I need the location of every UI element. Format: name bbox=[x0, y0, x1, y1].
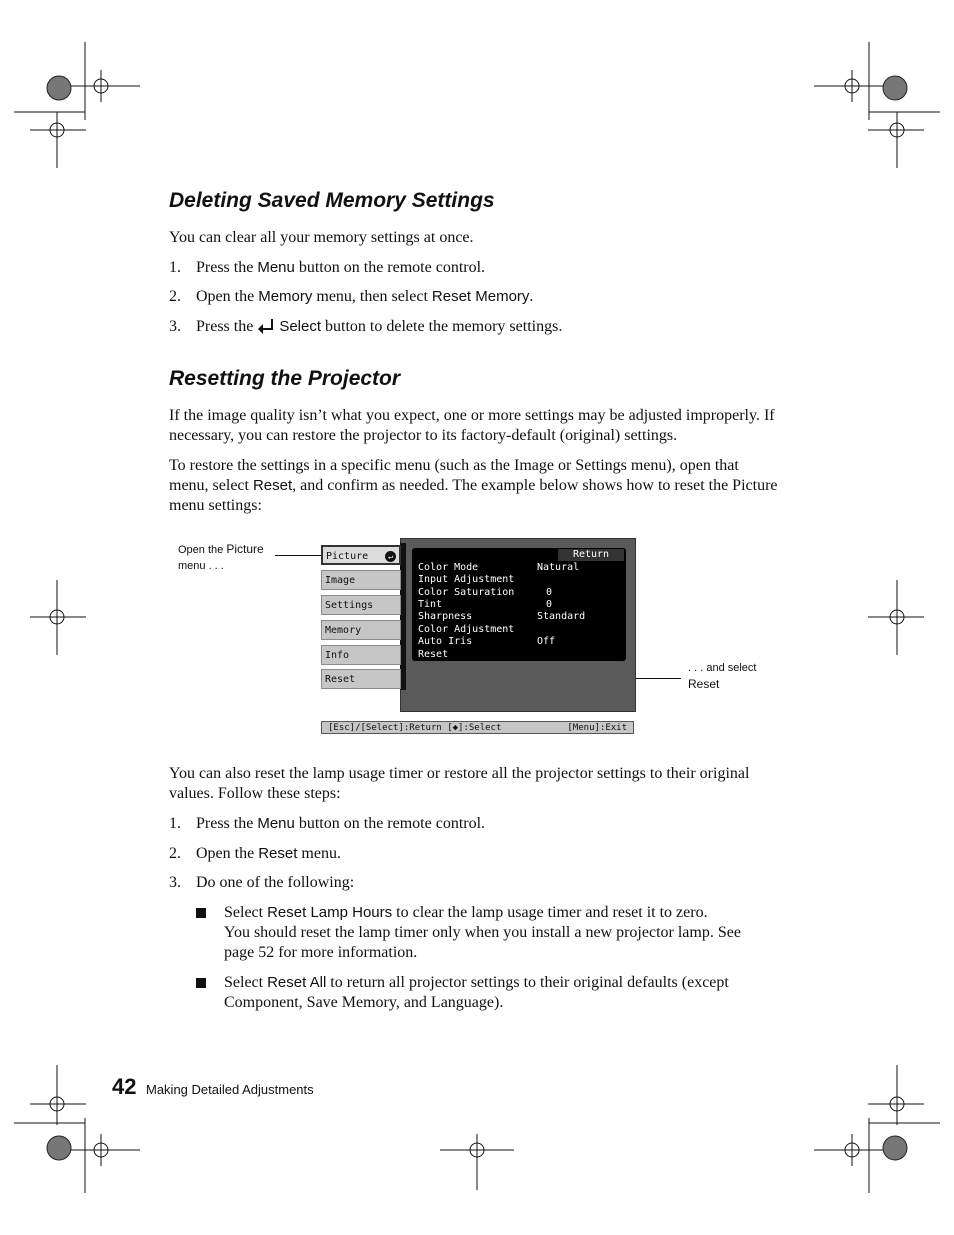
section2-para1: If the image quality isn’t what you expect, one or more settings may be adjusted improperly. If necessary, you can restore the projector to its factory-default (original) settings. bbox=[169, 407, 775, 444]
reset-step-2: 2. Open the Reset menu. bbox=[169, 845, 341, 862]
menu-divider bbox=[400, 543, 406, 690]
reset-step-3: 3. Do one of the following: bbox=[169, 874, 355, 891]
section2-para2: To restore the settings in a specific menu (such as the Image or Settings menu), open that menu, select Reset, and confirm as needed. The example below shows how to reset the Picture menu settings: bbox=[169, 457, 778, 514]
menu-value-color-saturation: 0 bbox=[546, 587, 553, 598]
menu-value-auto-iris: Off bbox=[537, 636, 556, 647]
enter-icon bbox=[257, 318, 275, 334]
running-footer-title: Making Detailed Adjustments bbox=[146, 1082, 314, 1097]
menu-row-reset[interactable]: Reset bbox=[418, 649, 449, 660]
enter-icon: ↵ bbox=[385, 551, 396, 562]
menu-row-input-adjustment[interactable]: Input Adjustment bbox=[418, 574, 515, 585]
step-3: 3. Press the Select button to delete the memory settings. bbox=[169, 318, 563, 335]
menu-row-color-saturation[interactable]: Color Saturation bbox=[418, 587, 515, 598]
menu-return-button[interactable]: Return bbox=[558, 549, 624, 561]
menu-item-reset[interactable]: Reset bbox=[321, 669, 401, 689]
menu-value-sharpness: Standard bbox=[537, 611, 586, 622]
step-1: 1. Press the Menu button on the remote control. bbox=[169, 259, 486, 276]
reset-step-1: 1. Press the Menu button on the remote control. bbox=[169, 815, 486, 832]
status-bar-right: [Menu]:Exit bbox=[567, 723, 627, 733]
section1-intro: You can clear all your memory settings at once. bbox=[169, 229, 474, 246]
step-2: 2. Open the Memory menu, then select Reset Memory. bbox=[169, 288, 534, 305]
menu-row-color-adjustment[interactable]: Color Adjustment bbox=[418, 624, 515, 635]
callout-line-left bbox=[275, 555, 321, 556]
bullet-square-icon bbox=[196, 978, 206, 988]
menu-value-tint: 0 bbox=[546, 599, 553, 610]
section-heading-deleting: Deleting Saved Memory Settings bbox=[169, 189, 495, 212]
bullet-reset-all: Select Reset All to return all projector settings to their original defaults (except Component, Save Memory, and Language). bbox=[196, 973, 766, 1013]
menu-row-color-mode[interactable]: Color Mode bbox=[418, 562, 479, 573]
menu-item-settings[interactable]: Settings bbox=[321, 595, 401, 615]
bullet-square-icon bbox=[196, 908, 206, 918]
status-bar-left: [Esc]/[Select]:Return [◆]:Select bbox=[328, 723, 502, 733]
menu-item-image[interactable]: Image bbox=[321, 570, 401, 590]
menu-status-bar bbox=[321, 721, 634, 734]
menu-row-auto-iris[interactable]: Auto Iris bbox=[418, 636, 473, 647]
callout-select-reset: . . . and select Reset bbox=[688, 662, 757, 691]
bullet-reset-lamp-hours: Select Reset Lamp Hours to clear the lamp usage timer and reset it to zero. You should reset the lamp timer only when you install a new projector lamp. See page 52 for more information. bbox=[196, 903, 766, 963]
menu-row-tint[interactable]: Tint bbox=[418, 599, 443, 610]
section2-para3: You can also reset the lamp usage timer or restore all the projector settings to their original values. Follow these steps: bbox=[169, 765, 750, 802]
menu-item-info[interactable]: Info bbox=[321, 645, 401, 665]
callout-open-picture: Open the Picture menu . . . bbox=[178, 542, 264, 572]
page-number: 42 bbox=[112, 1074, 137, 1099]
menu-item-memory[interactable]: Memory bbox=[321, 620, 401, 640]
menu-row-sharpness[interactable]: Sharpness bbox=[418, 611, 473, 622]
menu-value-color-mode: Natural bbox=[537, 562, 580, 573]
menu-item-picture[interactable]: Picture ↵ bbox=[321, 545, 401, 565]
section-heading-resetting: Resetting the Projector bbox=[169, 367, 401, 390]
